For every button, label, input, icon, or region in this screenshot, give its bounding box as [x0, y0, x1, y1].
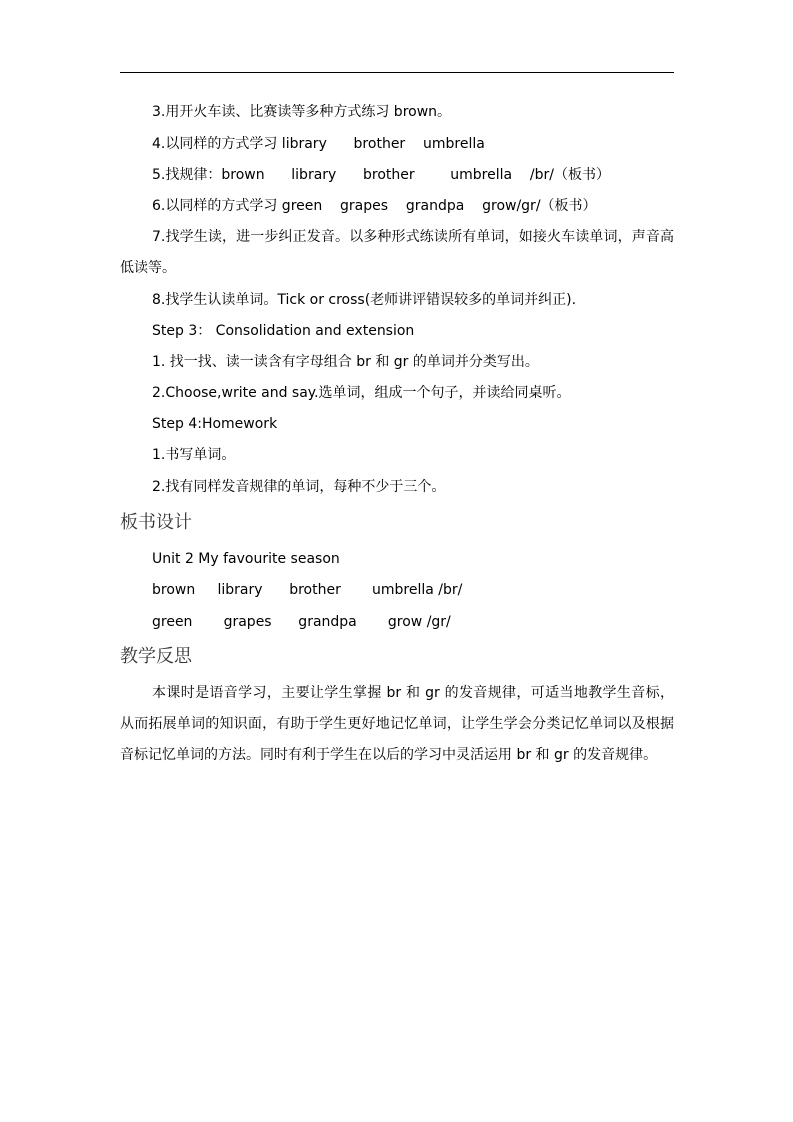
step-line-8: 8.找学生认读单词。Tick or cross(老师讲评错误较多的单词并纠正). [152, 292, 577, 308]
step-line-4: 4.以同样的方式学习 library brother umbrella [152, 136, 485, 152]
board-row-gr: green grapes grandpa grow /gr/ [152, 614, 451, 630]
step4-item-1: 1.书写单词。 [152, 447, 236, 463]
step-line-5: 5.找规律：brown library brother umbrella /br/（板书） [152, 167, 610, 183]
step3-item-2: 2.Choose,write and say.选单词，组成一个句子，并读给同桌听。 [152, 385, 571, 401]
step-line-6: 6.以同样的方式学习 green grapes grandpa grow/gr/（板书） [152, 198, 597, 214]
step-line-3: 3.用开火车读、比赛读等多种方式练习 brown。 [152, 104, 452, 120]
board-row-br: brown library brother umbrella /br/ [152, 582, 463, 598]
board-unit-title: Unit 2 My favourite season [152, 551, 340, 567]
step3-title: Step 3： Consolidation and extension [152, 323, 415, 339]
step4-item-2: 2.找有同样发音规律的单词，每种不少于三个。 [152, 479, 446, 495]
reflection-paragraph: 本课时是语音学习，主要让学生掌握 br 和 gr 的发音规律，可适当地教学生音标，从而拓展单词的知识面，有助于学生更好地记忆单词，让学生学会分类记忆单词以及根据音标记忆单词的方法。同时有利于学生在以后的学习中灵活运用 br 和 gr 的发音规律。 [120, 685, 674, 763]
step-paragraph-7: 7.找学生读，进一步纠正发音。以多种形式练读所有单词，如接火车读单词，声音高低读等。 [120, 229, 674, 276]
board-design-heading: 板书设计 [120, 512, 192, 533]
step4-title: Step 4:Homework [152, 416, 278, 432]
reflection-heading: 教学反思 [120, 646, 192, 667]
step3-item-1: 1. 找一找、读一读含有字母组合 br 和 gr 的单词并分类写出。 [152, 354, 539, 370]
header-rule [120, 72, 674, 73]
